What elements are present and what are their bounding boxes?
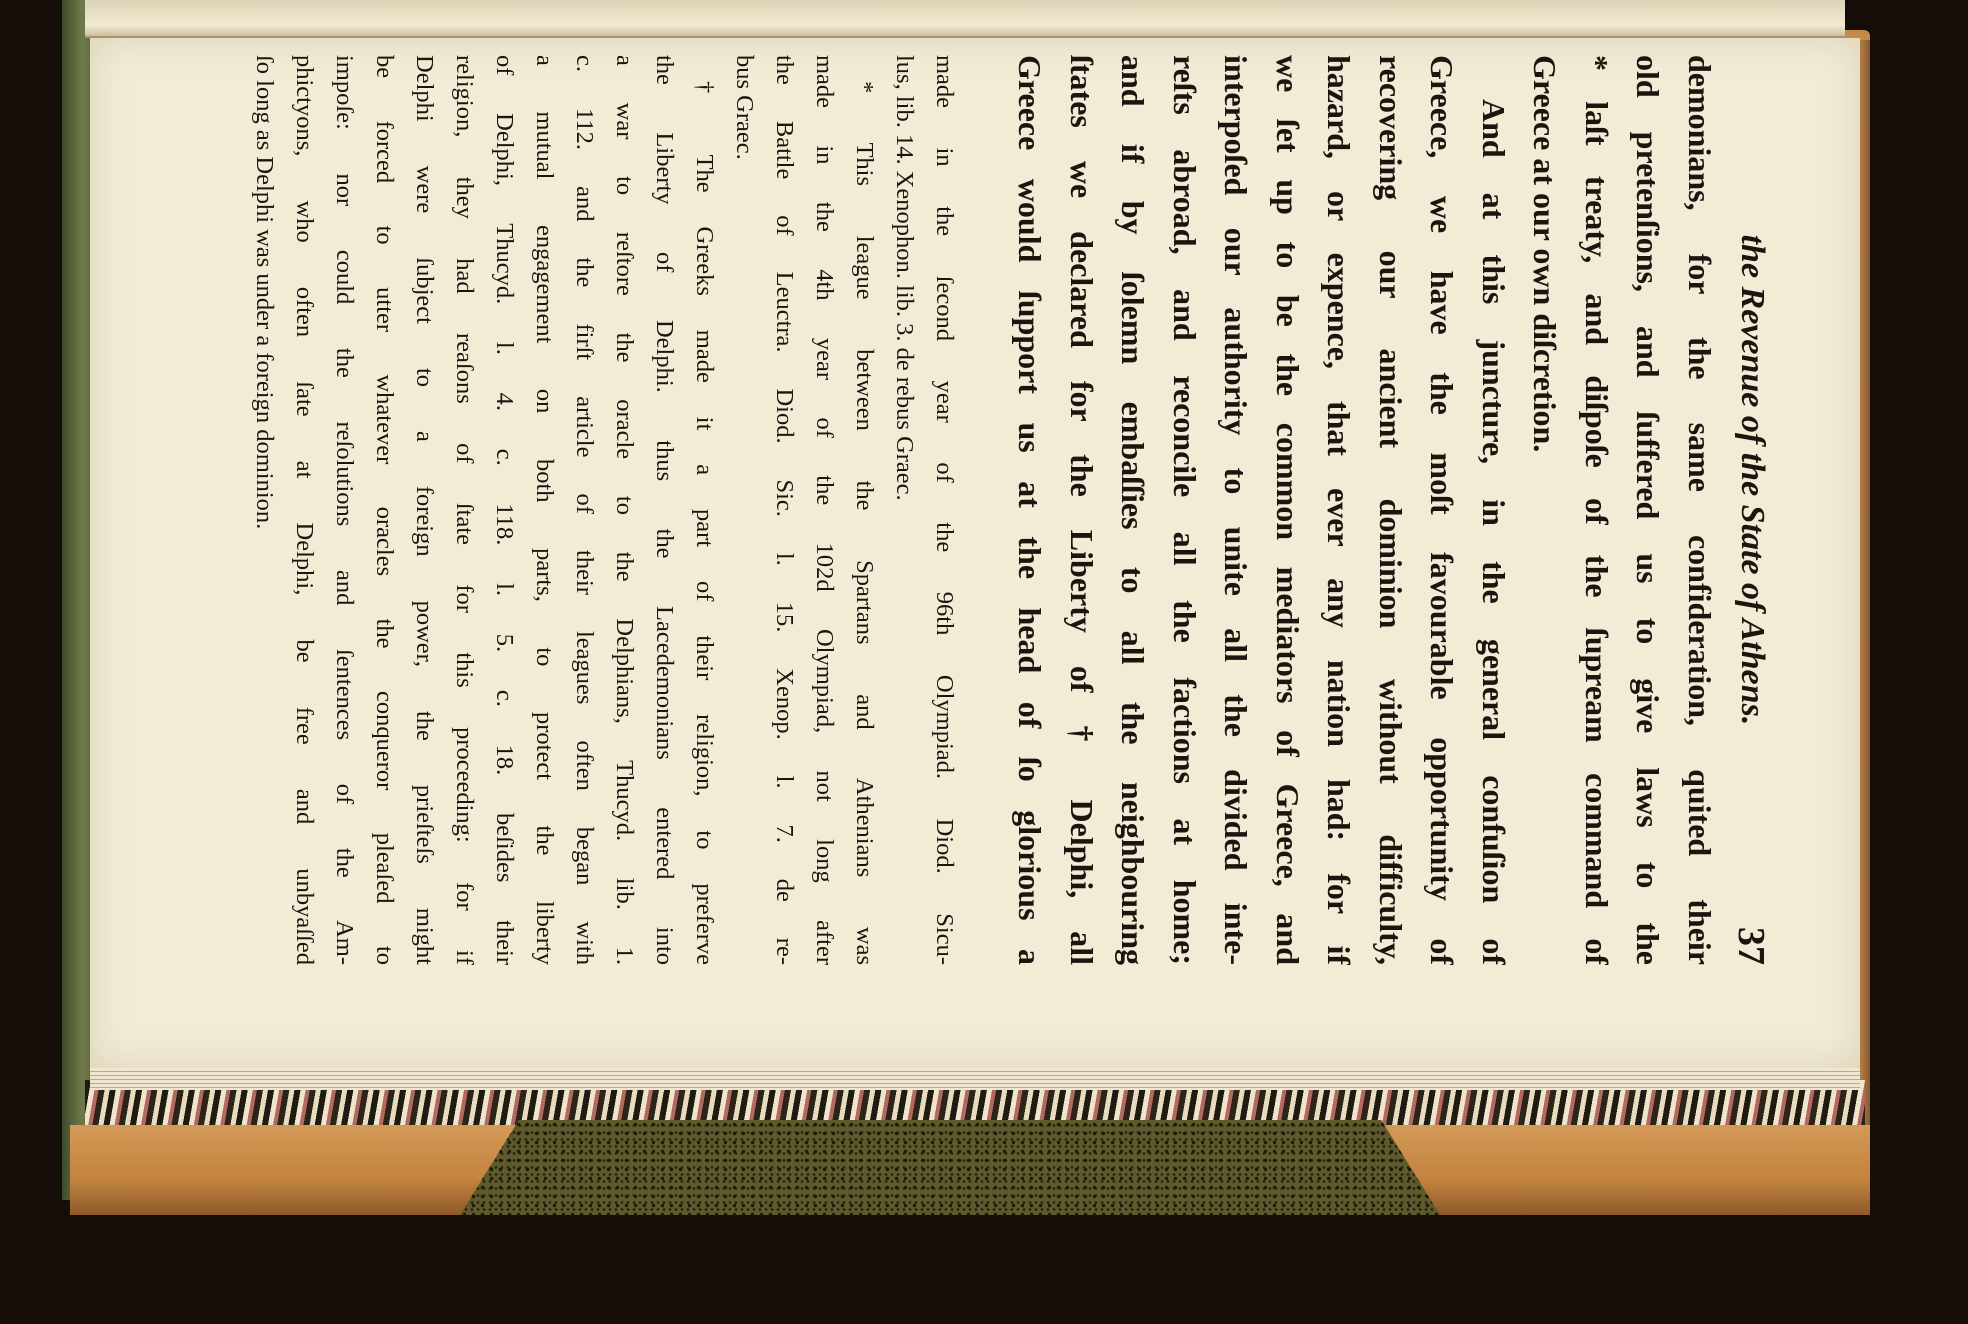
body-line: demonians, for the same confideration, quited their: [1682, 55, 1718, 965]
body-line: and if by ſolemn embaſſies to all the neighbouring: [1115, 55, 1152, 965]
page-block-top-edge: [85, 0, 1845, 38]
body-line: we ſet up to be the common mediators of Greece, and: [1270, 55, 1306, 965]
footnote-line: the Battle of Leuctra. Diod. Sic. l. 15. Xenop. l. 7. de re-: [771, 55, 798, 965]
footnote-line: be forced to utter whatever oracles the conqueror pleaſed to: [371, 55, 398, 965]
body-line: Greece at our own diſcretion.: [1527, 55, 1564, 453]
footnote-line: made in the ſecond year of the 96th Olympiad. Diod. Sicu-: [931, 55, 958, 965]
footnote-line: phictyons, who often ſate at Delphi, be free and unbyaſſed: [291, 55, 318, 965]
running-head: [1725, 55, 1771, 965]
footnote-line: c. 112. and the firſt article of their leagues often began with: [571, 55, 598, 965]
footnote-line: lus, lib. 14. Xenophon. lib. 3. de rebus Graec.: [891, 55, 918, 501]
footnote-line: the Liberty of Delphi. thus the Lacedemonians entered into: [651, 55, 678, 965]
footnote-line: a mutual engagement on both parts, to protect the liberty: [531, 55, 558, 965]
footnote-line: impoſe: nor could the reſolutions and ſentences of the Am-: [331, 55, 358, 965]
body-line: recovering our ancient dominion without difficulty,: [1373, 55, 1409, 965]
body-line: reſts abroad, and reconcile all the factions at home;: [1167, 55, 1203, 965]
footnotes: [244, 55, 964, 965]
footnote-line: ſo long as Delphi was under a foreign dominion.: [251, 55, 278, 530]
running-title: the Revenue of the State of Athens.: [1734, 234, 1771, 726]
page-number: 37: [1730, 927, 1772, 965]
body-line: old pretenſions, and ſuffered us to give laws to the: [1630, 55, 1667, 965]
footnote-line: religion, they had reaſons of ſtate for this proceeding: for if: [451, 55, 478, 965]
body-text: [1004, 55, 1725, 965]
footnote-line: Delphi were ſubject to a foreign power, the prieſteſs might: [411, 55, 438, 965]
footnote-line: made in the 4th year of the 102d Olympiad, not long after: [811, 55, 838, 965]
body-line: Greece, we have the moſt favourable opportunity of: [1424, 55, 1461, 965]
footnote-line: of Delphi, Thucyd. l. 4. c. 118. l. 5. c. 18. beſides their: [491, 55, 518, 965]
footnote-line: a war to reſtore the oracle to the Delphians, Thucyd. lib. 1.: [611, 55, 638, 965]
rotated-text-block: [241, 55, 1771, 965]
body-line: Greece would ſupport us at the head of ſo glorious a: [1012, 55, 1049, 965]
footnote-line: † The Greeks made it a part of their religion, to preferve: [691, 81, 718, 965]
body-line: * laſt treaty, and diſpoſe of the ſupream command of: [1579, 55, 1615, 965]
body-line: hazard, or expence, that ever any nation had: for if: [1321, 55, 1358, 965]
body-line: interpoſed our authority to unite all the divided inte-: [1218, 55, 1255, 965]
speckled-cover-panel: [460, 1120, 1440, 1215]
body-line: ſtates we declared for the Liberty of † Delphi, all: [1064, 55, 1100, 965]
footnote-line: * This league between the Spartans and Athenians was: [851, 81, 878, 965]
body-line: And at this juncture, in the general confuſion of: [1476, 99, 1512, 965]
footnote-line: bus Graec.: [731, 55, 758, 160]
